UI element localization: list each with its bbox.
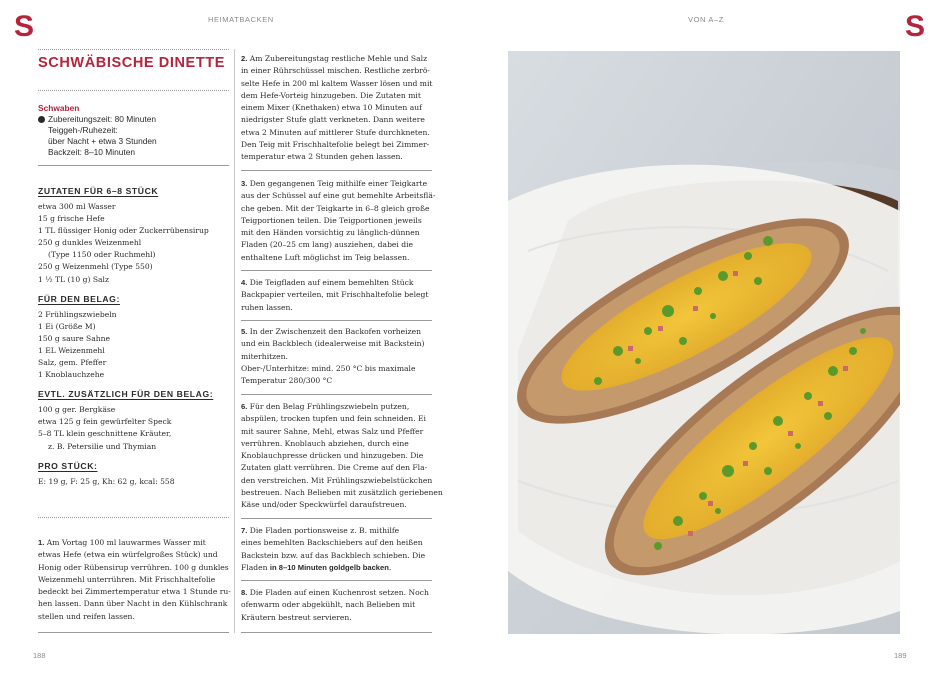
step-line: ofenwarm oder abgekühlt, nach Belieben mit	[241, 600, 416, 610]
dough-heading: ZUTATEN FÜR 6–8 STÜCK	[38, 186, 159, 196]
step-line: selte Hefe in 200 ml kaltem Wasser lösen und mit	[241, 78, 433, 88]
ingredient-item: 1 EL Weizenmehl	[38, 345, 105, 355]
step-3-rule	[241, 270, 432, 271]
step-3	[241, 178, 436, 264]
step-line: in einer Rührschüssel mischen. Restliche zerbrö-	[241, 66, 430, 76]
ingredient-item: 5–8 TL klein geschnittene Kräuter,	[38, 429, 172, 439]
ingredient-item: etwa 300 ml Wasser	[38, 202, 116, 211]
step-line: abspülen, trocken tupfen und fein schneiden. Ei	[241, 414, 426, 424]
step-8	[241, 587, 436, 624]
title-top-rule	[38, 49, 229, 50]
ingredients	[38, 186, 228, 496]
ingredient-item: 150 g saure Sahne	[38, 333, 111, 343]
step-line: dem Hefe-Vorteig hinzugeben. Die Zutaten mit	[241, 90, 421, 100]
prep-line: Backzeit: 8–10 Minuten	[48, 147, 136, 157]
recipe-meta	[38, 103, 228, 158]
step-line: verrühren. Knoblauch abziehen, durch eine	[241, 438, 409, 448]
chapter-logo-left: S	[14, 10, 35, 43]
page-number-left: 188	[33, 651, 46, 660]
step-7	[241, 525, 436, 574]
step-line: ruhen lassen.	[241, 302, 293, 312]
step-5	[241, 326, 436, 387]
step-line: Den Teig mit Frischhaltefolie belegt bei Zimmer-	[241, 140, 430, 150]
step-line: bedeckt bei Zimmertemperatur etwa 1 Stunde ru-	[38, 587, 231, 597]
prep-time-row	[38, 114, 228, 158]
topping-block	[38, 294, 228, 382]
chapter-logo-right: S	[905, 10, 926, 43]
recipe-title: SCHWÄBISCHE DINETTE	[38, 55, 226, 71]
step-line: Backpapier verteilen, mit Frischhaltefolie belegt	[241, 290, 429, 300]
running-head-left: HEIMATBACKEN	[208, 15, 274, 24]
step-4	[241, 277, 436, 314]
step-line: Teigportionen teilen. Die Teigportionen jeweils	[241, 215, 422, 225]
step-line: den verstreichen. Mit Frühlingszwiebelstückchen	[241, 475, 433, 485]
ingredient-item: 250 g dunkles Weizenmehl	[38, 238, 142, 248]
step-line: etwas Hefe (etwa ein würfelgroßes Stück) und	[38, 550, 218, 560]
step-line: In der Zwischenzeit den Backofen vorheizen	[249, 327, 421, 336]
step-line: etwa 2 Minuten auf mittlerer Stufe durchkneten.	[241, 127, 430, 137]
nutrition-heading: PRO STÜCK:	[38, 460, 98, 471]
step-number: 4.	[241, 278, 248, 287]
step-line: Den gegangenen Teig mithilfe einer Teigkarte	[249, 179, 428, 188]
topping-list	[38, 309, 228, 382]
step-line: eines bemehlten Backschiebers auf den heißen	[241, 538, 423, 548]
step-1	[38, 537, 232, 623]
ingredient-item: 1 Knoblauchzehe	[38, 370, 105, 380]
ingredient-item: 1 ½ TL (10 g) Salz	[38, 274, 109, 284]
step-line: Zutaten glatt verrühren. Die Creme auf den Fla-	[241, 463, 428, 473]
step-line: Am Zubereitungstag restliche Mehle und Salz	[249, 54, 428, 63]
step-5-rule	[241, 394, 432, 395]
step-number: 1.	[38, 538, 45, 547]
step-line: che geben. Mit der Teigkarte in 6–8 gleich große	[241, 203, 430, 213]
step-line: Fladen (20–25 cm lang) ausziehen, dabei die	[241, 240, 414, 250]
step-line: niedrigster Stufe glatt verkneten. Dann weitere	[241, 115, 425, 125]
step-number: 8.	[241, 588, 248, 597]
step-number: 7.	[241, 526, 248, 535]
running-head-right: VON A–Z	[688, 15, 724, 24]
recipe-photo	[508, 51, 900, 634]
meta-rule	[38, 165, 229, 166]
step-4-rule	[241, 320, 432, 321]
step-line: temperatur etwa 2 Stunden gehen lassen.	[241, 152, 403, 162]
page-number-right: 189	[894, 651, 907, 660]
step-number: 6.	[241, 402, 248, 411]
nutrition-block	[38, 461, 228, 488]
title-bottom-rule	[38, 90, 229, 91]
ingredients-end-rule	[38, 517, 229, 518]
extra-block	[38, 389, 228, 452]
extra-heading: EVTL. ZUSÄTZLICH FÜR DEN BELAG:	[38, 389, 214, 400]
ingredient-item: Salz, gem. Pfeffer	[38, 358, 107, 368]
step-line: Am Vortag 100 ml lauwarmes Wasser mit	[46, 538, 206, 547]
step-number: 2.	[241, 54, 248, 63]
ingredient-item: 250 g Weizenmehl (Type 550)	[38, 262, 153, 272]
step-6	[241, 401, 443, 512]
prep-line: Teiggeh-/Ruhezeit:	[48, 125, 118, 135]
nutrition-values: E: 19 g, F: 25 g, Kh: 62 g, kcal: 558	[38, 476, 175, 486]
clock-icon	[38, 116, 45, 123]
prep-line: über Nacht + etwa 3 Stunden	[48, 136, 157, 146]
step-line: Die Fladen portionsweise z. B. mithilfe	[249, 526, 400, 535]
ingredient-item: 2 Frühlingszwiebeln	[38, 309, 117, 319]
step-line: Die Teigfladen auf einem bemehlten Stück	[249, 278, 414, 287]
recipe-region: Schwaben	[38, 103, 80, 113]
ingredient-item: 15 g frische Hefe	[38, 214, 105, 224]
step-line: Käse und/oder Speckwürfel daraufstreuen.	[241, 500, 407, 510]
step-line: Temperatur 280/300 °C	[241, 376, 333, 386]
prep-line: Zubereitungszeit: 80 Minuten	[48, 114, 157, 124]
step-2	[241, 53, 436, 164]
topping-heading: FÜR DEN BELAG:	[38, 293, 120, 304]
dough-list	[38, 201, 228, 286]
step-line: Backstein bzw. auf das Backblech schieben. Die	[241, 550, 426, 560]
extra-list	[38, 404, 228, 452]
step-line: Die Fladen auf einen Kuchenrost setzen. Noch	[249, 588, 429, 597]
ingredient-item: 100 g ger. Bergkäse	[38, 405, 116, 415]
step-line: miterhitzen.	[241, 351, 288, 361]
ingredient-item: z. B. Petersilie und Thymian	[48, 441, 157, 451]
bake-time-highlight: in 8–10 Minuten goldgelb backen	[269, 562, 389, 572]
step-line: bestreuen. Nach Belieben mit zusätzlich geriebenen	[241, 488, 443, 498]
step-line: stellen und reifen lassen.	[38, 611, 135, 621]
step-7-rule	[241, 580, 432, 581]
step-line: und ein Backblech (idealerweise mit Backstein)	[241, 339, 425, 349]
step-6-rule	[241, 518, 432, 519]
step-line: einem Mixer (Knethaken) etwa 10 Minuten auf	[241, 103, 422, 113]
step-line: hen lassen. Dann über Nacht in den Kühlschrank	[38, 599, 228, 609]
dough-block	[38, 186, 228, 286]
ingredient-item: etwa 125 g fein gewürfelter Speck	[38, 417, 172, 427]
ingredient-item: (Type 1150 oder Ruchmehl)	[48, 250, 156, 260]
column-divider	[234, 49, 235, 633]
step-line: Ober-/Unterhitze: mind. 250 °C bis maximale	[241, 363, 416, 373]
step-line: Für den Belag Frühlingszwiebeln putzen,	[249, 402, 410, 411]
ingredient-item: 1 TL flüssiger Honig oder Zuckerrübensirup	[38, 226, 209, 236]
step-line: mit den Händen vorsichtig zu länglich-dünnen	[241, 228, 420, 238]
step-line: Fladen in 8–10 Minuten goldgelb backen.	[241, 562, 392, 572]
dinette-photo-illustration	[508, 51, 900, 634]
step-number: 3.	[241, 179, 248, 188]
step-8-rule	[241, 632, 432, 633]
step-line: Weizenmehl unterrühren. Mit Frischhaltefolie	[38, 574, 216, 584]
step-line: enthaltene Luft möglichst im Teig belassen.	[241, 252, 410, 262]
step-1-rule	[38, 632, 229, 633]
step-line: Kräutern bestreut servieren.	[241, 612, 352, 622]
step-line: Knoblauchpresse drücken und hinzugeben. Die	[241, 451, 424, 461]
step-number: 5.	[241, 327, 248, 336]
step-line: mit saurer Sahne, Mehl, etwas Salz und Pfeffer	[241, 426, 424, 436]
step-2-rule	[241, 170, 432, 171]
step-line: Honig oder Rübensirup verrühren. 100 g dunkles	[38, 562, 229, 572]
ingredient-item: 1 Ei (Größe M)	[38, 321, 96, 331]
step-line: aus der Schüssel auf eine gut bemehlte Arbeitsflä-	[241, 191, 436, 201]
